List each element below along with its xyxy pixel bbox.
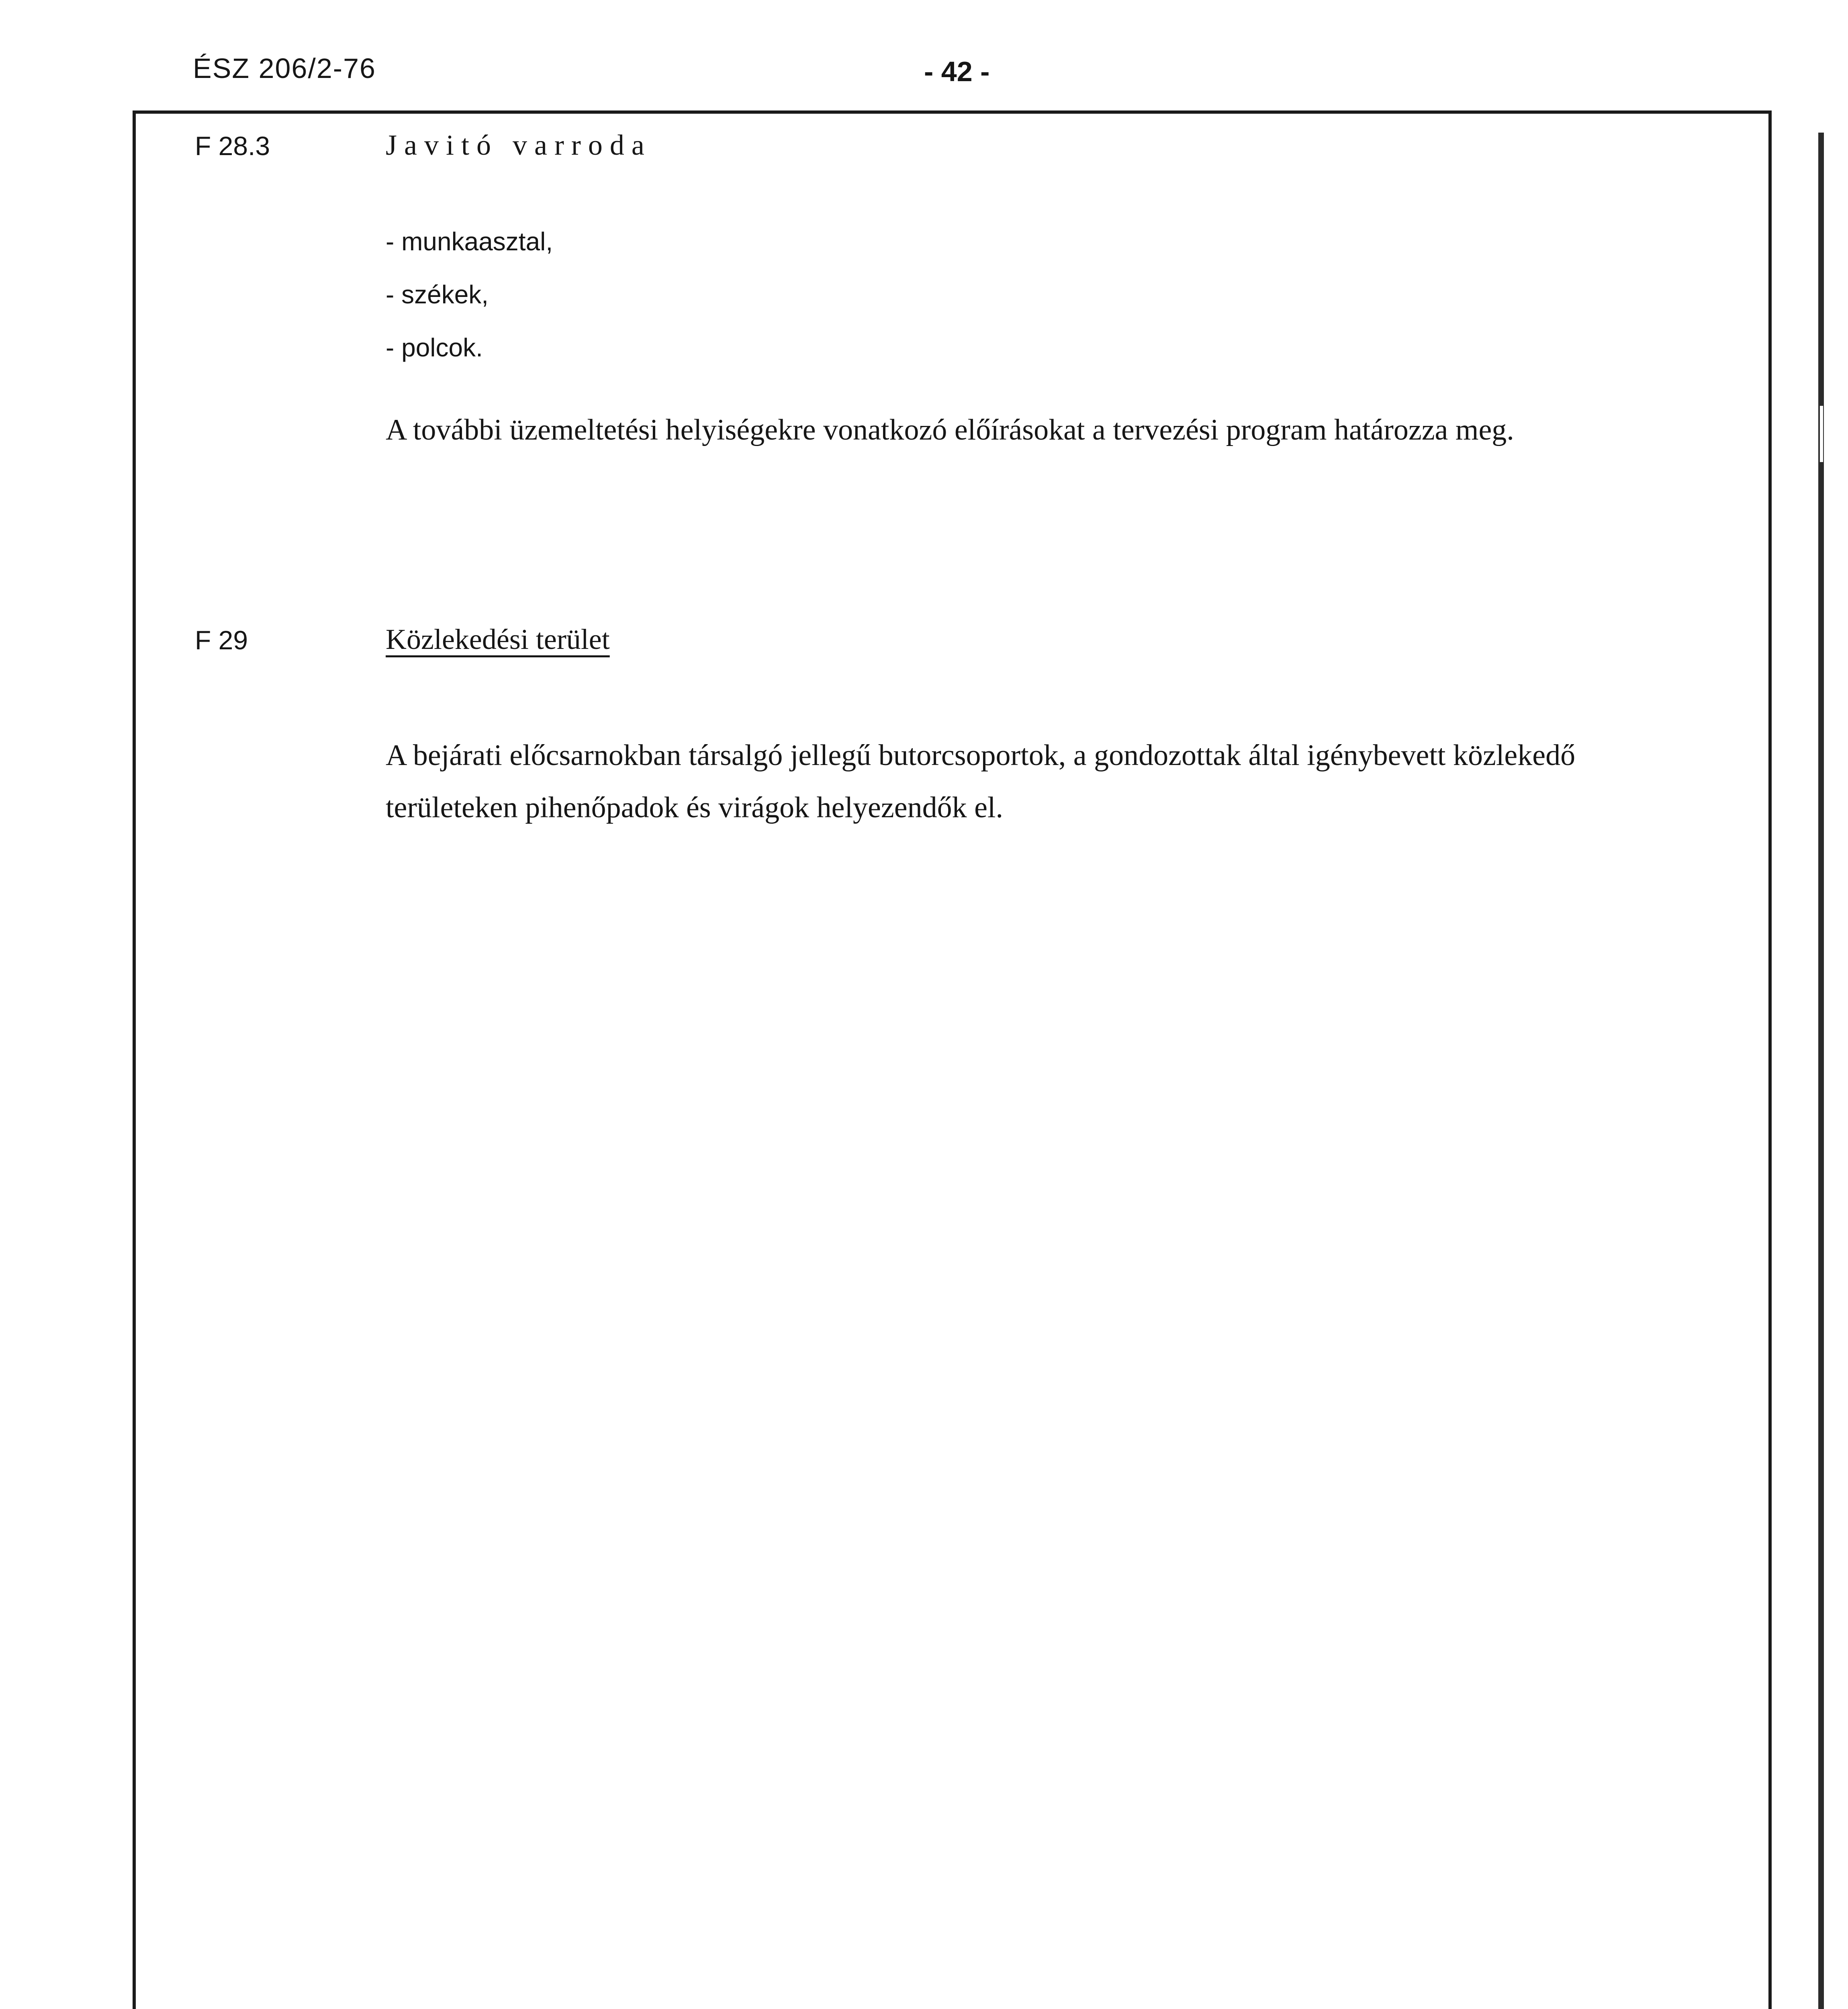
- section-paragraph-f29: A bejárati előcsarnokban társalgó jellegű butorcsoportok, a gondozottak által igénybevett közlekedő területeken pihenőpadok és virágok helyezendők el.: [386, 739, 1576, 824]
- list-item: - polcok.: [386, 333, 483, 362]
- document-id: ÉSZ 206/2-76: [193, 53, 376, 84]
- list-item: - székek,: [386, 280, 489, 309]
- section-paragraph-f28-3: A további üzemeltetési helyiségekre vonatkozó előírásokat a tervezési program határozza meg.: [386, 413, 1514, 446]
- scan-edge-gap: [1820, 406, 1823, 462]
- equipment-list: [386, 215, 553, 374]
- page-number: - 42 -: [924, 56, 990, 87]
- section-title-javito-varroda: Javitó varroda: [386, 129, 652, 161]
- section-code-f29: F 29: [195, 625, 248, 655]
- content-frame: [133, 110, 1772, 2009]
- list-item: - munkaasztal,: [386, 227, 553, 256]
- section-title-kozlekedesi-terulet: Közlekedési terület: [386, 623, 610, 655]
- section-code-f28-3: F 28.3: [195, 131, 270, 161]
